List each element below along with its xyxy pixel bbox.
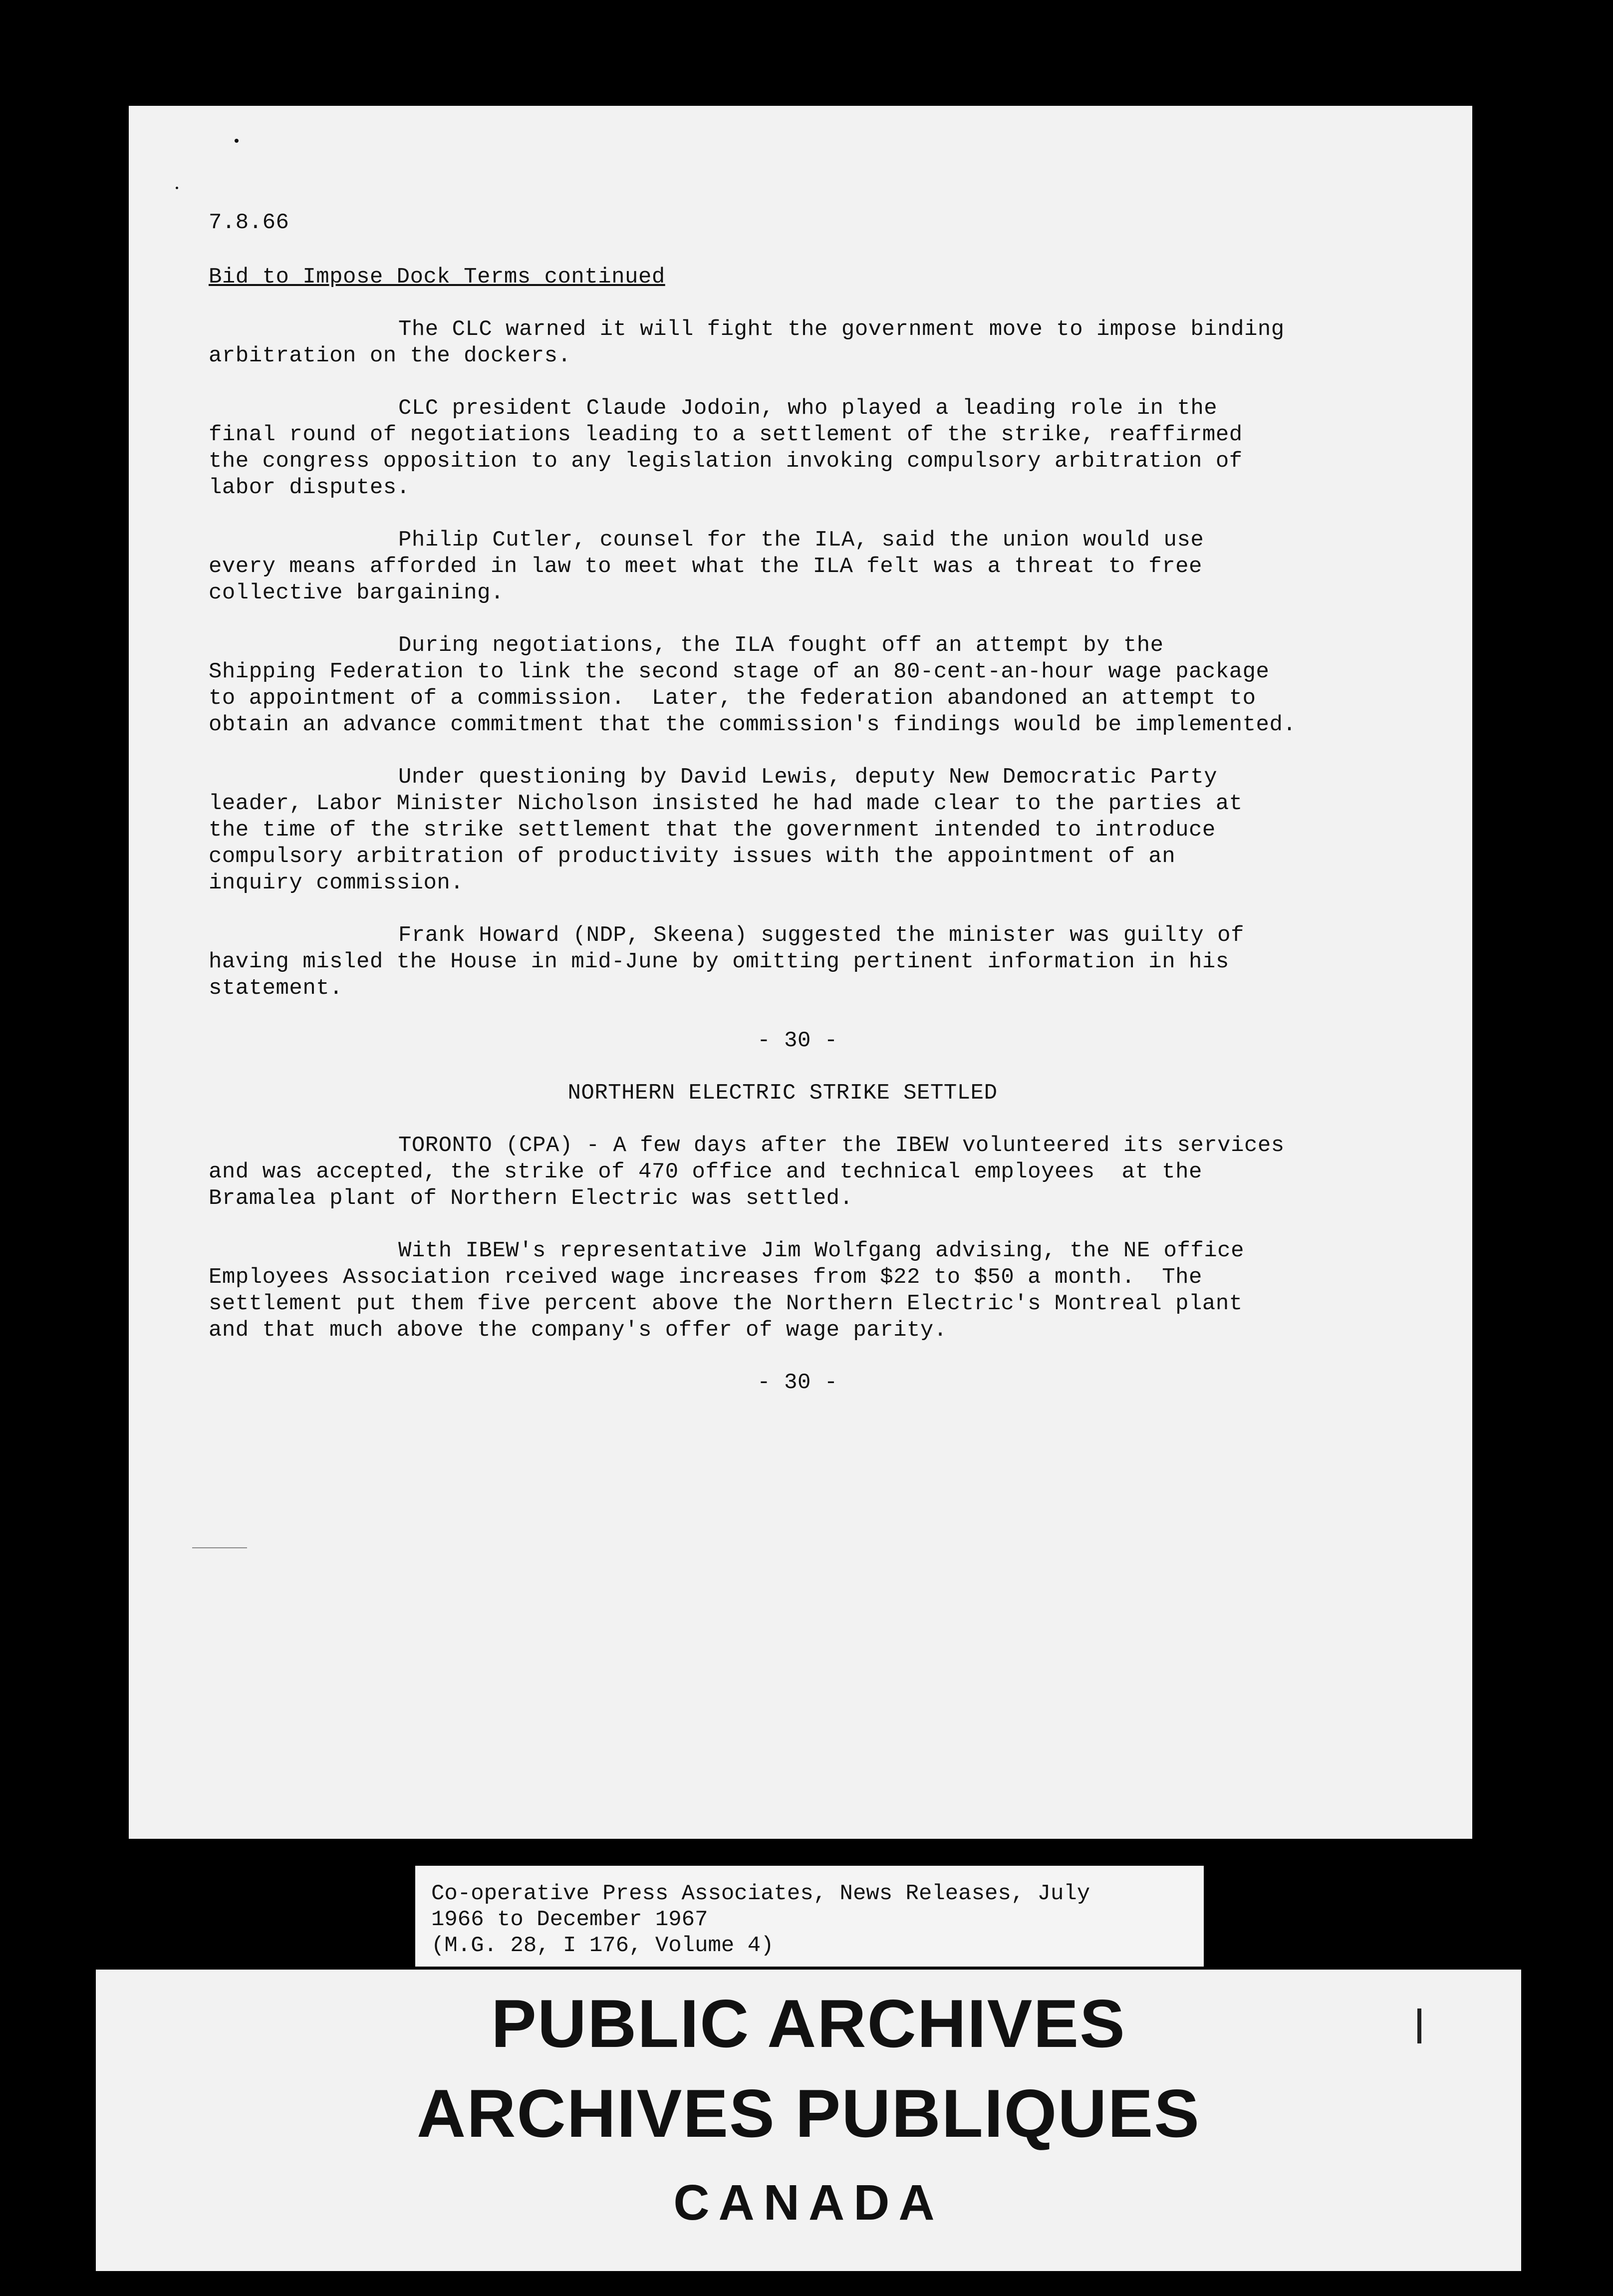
archive-reference-line: 1966 to December 1967 <box>431 1907 708 1932</box>
paragraph-line: obtain an advance commitment that the commission's findings would be implemented. <box>209 712 1297 737</box>
paragraph-line: having misled the House in mid-June by omitting pertinent information in his <box>209 949 1229 974</box>
paragraph <box>209 395 1426 501</box>
archive-reference-line: Co-operative Press Associates, News Releases, July <box>431 1881 1090 1906</box>
paragraph-line: the congress opposition to any legislation invoking compulsory arbitration of <box>209 449 1243 474</box>
paragraph-line: settlement put them five percent above the Northern Electric's Montreal plant <box>209 1291 1243 1316</box>
paragraph-line: the time of the strike settlement that the government intended to introduce <box>209 818 1216 843</box>
paragraph-line: compulsory arbitration of productivity issues with the appointment of an <box>209 844 1176 869</box>
paragraph <box>209 1133 1426 1212</box>
paragraph-line: to appointment of a commission. Later, the federation abandoned an attempt to <box>209 686 1256 711</box>
paragraph-line: Under questioning by David Lewis, deputy New Democratic Party <box>398 765 1218 790</box>
archives-stamp <box>96 1970 1521 2271</box>
paragraph-line: statement. <box>209 976 343 1001</box>
paragraph-line: leader, Labor Minister Nicholson insisted he had made clear to the parties at <box>209 791 1243 816</box>
paragraph <box>209 1238 1426 1344</box>
stamp-line-french: ARCHIVES PUBLIQUES <box>417 2075 1200 2151</box>
paragraph-line: The CLC warned it will fight the government move to impose binding <box>398 317 1285 342</box>
stamp-mark <box>1417 2009 1421 2043</box>
stamp-line-country: CANADA <box>673 2175 944 2231</box>
archive-reference-label <box>415 1866 1204 1967</box>
document-body <box>209 210 1426 1422</box>
end-mark: - 30 - <box>757 1370 838 1395</box>
paragraph-line: arbitration on the dockers. <box>209 343 571 368</box>
paragraph <box>209 632 1426 738</box>
paragraph-line: Shipping Federation to link the second stage of an 80-cent-an-hour wage package <box>209 659 1270 684</box>
paragraph-line: Bramalea plant of Northern Electric was settled. <box>209 1186 853 1211</box>
paragraph-line: Frank Howard (NDP, Skeena) suggested the minister was guilty of <box>398 923 1244 948</box>
paragraph-line: TORONTO (CPA) - A few days after the IBEW volunteered its services <box>398 1133 1285 1158</box>
paragraph-line: and that much above the company's offer of wage parity. <box>209 1318 947 1343</box>
paragraph-line: With IBEW's representative Jim Wolfgang advising, the NE office <box>398 1238 1244 1263</box>
paragraph-line: Employees Association rceived wage increases from $22 to $50 a month. The <box>209 1265 1202 1290</box>
paragraph-line: labor disputes. <box>209 475 410 500</box>
document-date: 7.8.66 <box>209 210 289 235</box>
paragraph-line: collective bargaining. <box>209 580 504 605</box>
scan-mark <box>192 1547 247 1548</box>
paragraph-line: Philip Cutler, counsel for the ILA, said the union would use <box>398 528 1204 553</box>
archive-reference-text <box>431 1881 1090 1959</box>
end-mark: - 30 - <box>757 1028 838 1053</box>
paragraph-line: every means afforded in law to meet what the ILA felt was a threat to free <box>209 554 1202 579</box>
archive-reference-line: (M.G. 28, I 176, Volume 4) <box>431 1933 774 1958</box>
document-headline: Bid to Impose Dock Terms continued <box>209 265 665 289</box>
paragraph <box>209 764 1426 896</box>
paragraph <box>209 527 1426 606</box>
article-1-paragraphs <box>209 316 1426 1002</box>
paragraph <box>209 316 1426 369</box>
paragraph-line: and was accepted, the strike of 470 office and technical employees at the <box>209 1159 1202 1184</box>
scan-speck <box>176 187 178 189</box>
paragraph-line: inquiry commission. <box>209 870 464 895</box>
paragraph-line: CLC president Claude Jodoin, who played a leading role in the <box>398 396 1218 421</box>
article-2-headline: NORTHERN ELECTRIC STRIKE SETTLED <box>567 1081 998 1106</box>
article-2-paragraphs <box>209 1133 1426 1344</box>
paragraph-line: During negotiations, the ILA fought off an attempt by the <box>398 633 1164 658</box>
paragraph <box>209 922 1426 1002</box>
stamp-line-english: PUBLIC ARCHIVES <box>491 1986 1126 2061</box>
paragraph-line: final round of negotiations leading to a settlement of the strike, reaffirmed <box>209 422 1243 447</box>
scan-speck <box>235 139 239 143</box>
